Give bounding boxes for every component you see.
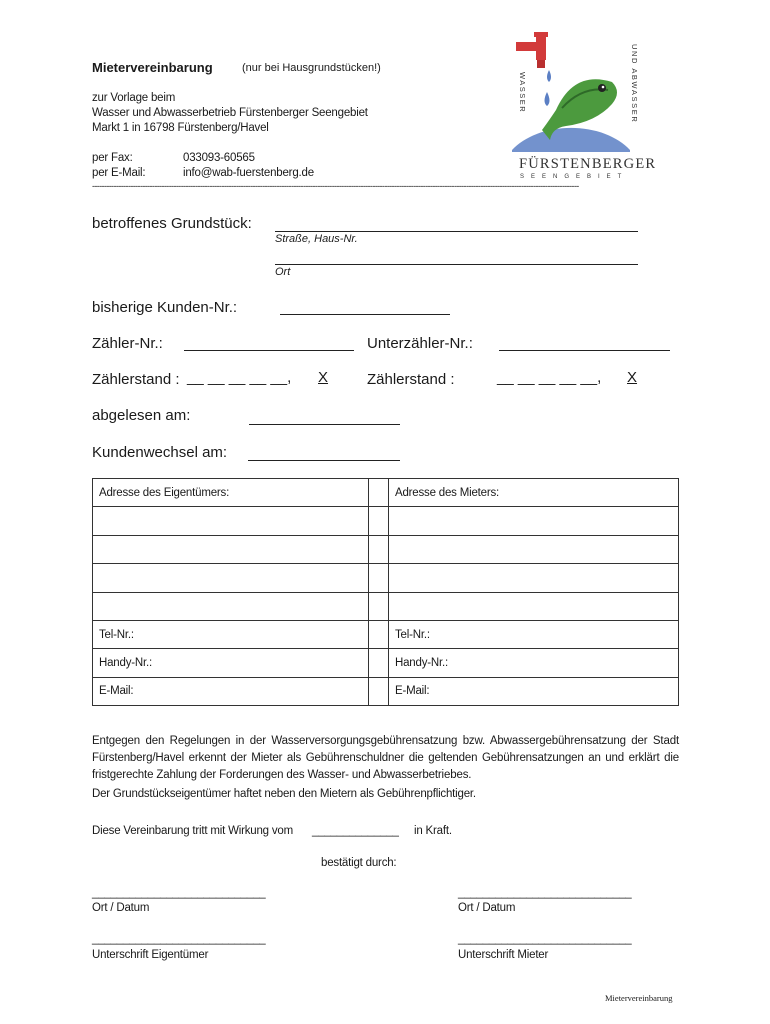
- footer-label: Mietervereinbarung: [605, 993, 673, 1003]
- address-table: [92, 478, 679, 706]
- zaehlerstand-x-2: X: [627, 369, 638, 386]
- owner-address-field[interactable]: [93, 592, 369, 620]
- address-line-1: zur Vorlage beim: [92, 92, 176, 104]
- tenant-address-field[interactable]: [389, 592, 679, 620]
- abgelesen-label: abgelesen am:: [92, 407, 191, 424]
- table-row: [93, 564, 679, 592]
- zaehlerstand-label-2: Zählerstand :: [367, 371, 455, 388]
- owner-address-field[interactable]: [93, 564, 369, 592]
- zaehlerstand-x-1: X: [318, 369, 329, 386]
- tenant-signature-line[interactable]: ____________________________: [458, 933, 632, 945]
- table-row: [93, 677, 679, 705]
- table-row: [93, 592, 679, 620]
- zaehlerstand-blanks-1[interactable]: __ __ __ __ __,: [187, 369, 292, 386]
- ort-datum-label-left: Ort / Datum: [92, 902, 150, 914]
- ort-caption: Ort: [275, 266, 291, 278]
- ort-datum-line-right[interactable]: ____________________________: [458, 887, 632, 899]
- liability-paragraph: Der Grundstückseigentümer haftet neben den Mietern als Gebührenpflichtiger.: [92, 788, 476, 800]
- tenant-tel-field[interactable]: Tel-Nr.:: [389, 620, 679, 648]
- table-row: [93, 620, 679, 648]
- svg-text:SEENGEBIET: SEENGEBIET: [520, 174, 629, 180]
- tenant-signature-label: Unterschrift Mieter: [458, 949, 549, 961]
- confirmed-by-label: bestätigt durch:: [321, 857, 397, 869]
- zaehler-nr-input-line[interactable]: [184, 350, 354, 351]
- zaehlerstand-label-1: Zählerstand :: [92, 371, 180, 388]
- ort-input-line[interactable]: [275, 264, 638, 265]
- fax-value: 033093-60565: [183, 152, 255, 164]
- address-line-3: Markt 1 in 16798 Fürstenberg/Havel: [92, 122, 269, 134]
- svg-text:WASSER: WASSER: [518, 72, 527, 114]
- tenant-email-field[interactable]: E-Mail:: [389, 677, 679, 705]
- email-value: info@wab-fuerstenberg.de: [183, 167, 314, 179]
- kundenwechsel-input-line[interactable]: [248, 460, 400, 461]
- header-separator: -----------------------------------------------------------------------------------------------------------------------------------------------------------------------------------------------------------: [92, 181, 579, 191]
- owner-email-field[interactable]: E-Mail:: [93, 677, 369, 705]
- title-note: (nur bei Hausgrundstücken!): [242, 62, 381, 74]
- zaehler-nr-label: Zähler-Nr.:: [92, 335, 163, 352]
- owner-tel-field[interactable]: Tel-Nr.:: [93, 620, 369, 648]
- table-gap-cell: [369, 535, 389, 563]
- table-row: [93, 535, 679, 563]
- zaehlerstand-blanks-2[interactable]: __ __ __ __ __,: [497, 369, 602, 386]
- company-logo: [504, 30, 657, 180]
- abgelesen-input-line[interactable]: [249, 424, 400, 425]
- ort-datum-label-right: Ort / Datum: [458, 902, 516, 914]
- kunden-nr-input-line[interactable]: [280, 314, 450, 315]
- owner-handy-field[interactable]: Handy-Nr.:: [93, 649, 369, 677]
- table-gap-cell: [369, 592, 389, 620]
- table-gap-cell: [369, 507, 389, 535]
- effective-prefix: Diese Vereinbarung tritt mit Wirkung vom: [92, 825, 293, 837]
- tenant-address-field[interactable]: [389, 564, 679, 592]
- table-row: [93, 479, 679, 507]
- svg-text:FÜRSTENBERGER: FÜRSTENBERGER: [519, 156, 657, 172]
- document-title: Mietervereinbarung: [92, 60, 213, 75]
- unterzaehler-nr-label: Unterzähler-Nr.:: [367, 335, 473, 352]
- tenant-address-field[interactable]: [389, 535, 679, 563]
- owner-address-field[interactable]: [93, 507, 369, 535]
- unterzaehler-nr-input-line[interactable]: [499, 350, 670, 351]
- effective-suffix: in Kraft.: [414, 825, 452, 837]
- svg-text:UND ABWASSER: UND ABWASSER: [630, 44, 639, 124]
- effective-date-blank[interactable]: ______________: [312, 825, 399, 837]
- table-gap-cell: [369, 620, 389, 648]
- kundenwechsel-label: Kundenwechsel am:: [92, 444, 228, 461]
- strasse-caption: Straße, Haus-Nr.: [275, 233, 358, 245]
- fax-label: per Fax:: [92, 152, 133, 164]
- table-gap-cell: [369, 677, 389, 705]
- tenant-address-header: Adresse des Mieters:: [389, 479, 679, 507]
- grundstueck-label: betroffenes Grundstück:: [92, 215, 252, 232]
- kunden-nr-label: bisherige Kunden-Nr.:: [92, 299, 238, 316]
- table-gap-cell: [369, 564, 389, 592]
- strasse-input-line[interactable]: [275, 231, 638, 232]
- owner-address-header: Adresse des Eigentümers:: [93, 479, 369, 507]
- owner-signature-line[interactable]: ____________________________: [92, 933, 266, 945]
- ort-datum-line-left[interactable]: ____________________________: [92, 887, 266, 899]
- table-row: [93, 649, 679, 677]
- email-label: per E-Mail:: [92, 167, 146, 179]
- tenant-handy-field[interactable]: Handy-Nr.:: [389, 649, 679, 677]
- regulation-paragraph: Entgegen den Regelungen in der Wasserversorgungsgebührensatzung bzw. Abwassergebührensatzung der Stadt Fürstenberg/Havel erkennt der Mieter als Gebührenschuldner die geltenden Gebührensatzungen an und erklärt die fristgerechte Zahlung der Forderungen des Wasser- und Abwasserbetriebes.: [92, 735, 679, 781]
- owner-signature-label: Unterschrift Eigentümer: [92, 949, 209, 961]
- owner-address-field[interactable]: [93, 535, 369, 563]
- table-gap-cell: [369, 479, 389, 507]
- tenant-address-field[interactable]: [389, 507, 679, 535]
- table-gap-cell: [369, 649, 389, 677]
- address-line-2: Wasser und Abwasserbetrieb Fürstenberger Seengebiet: [92, 107, 368, 119]
- table-row: [93, 507, 679, 535]
